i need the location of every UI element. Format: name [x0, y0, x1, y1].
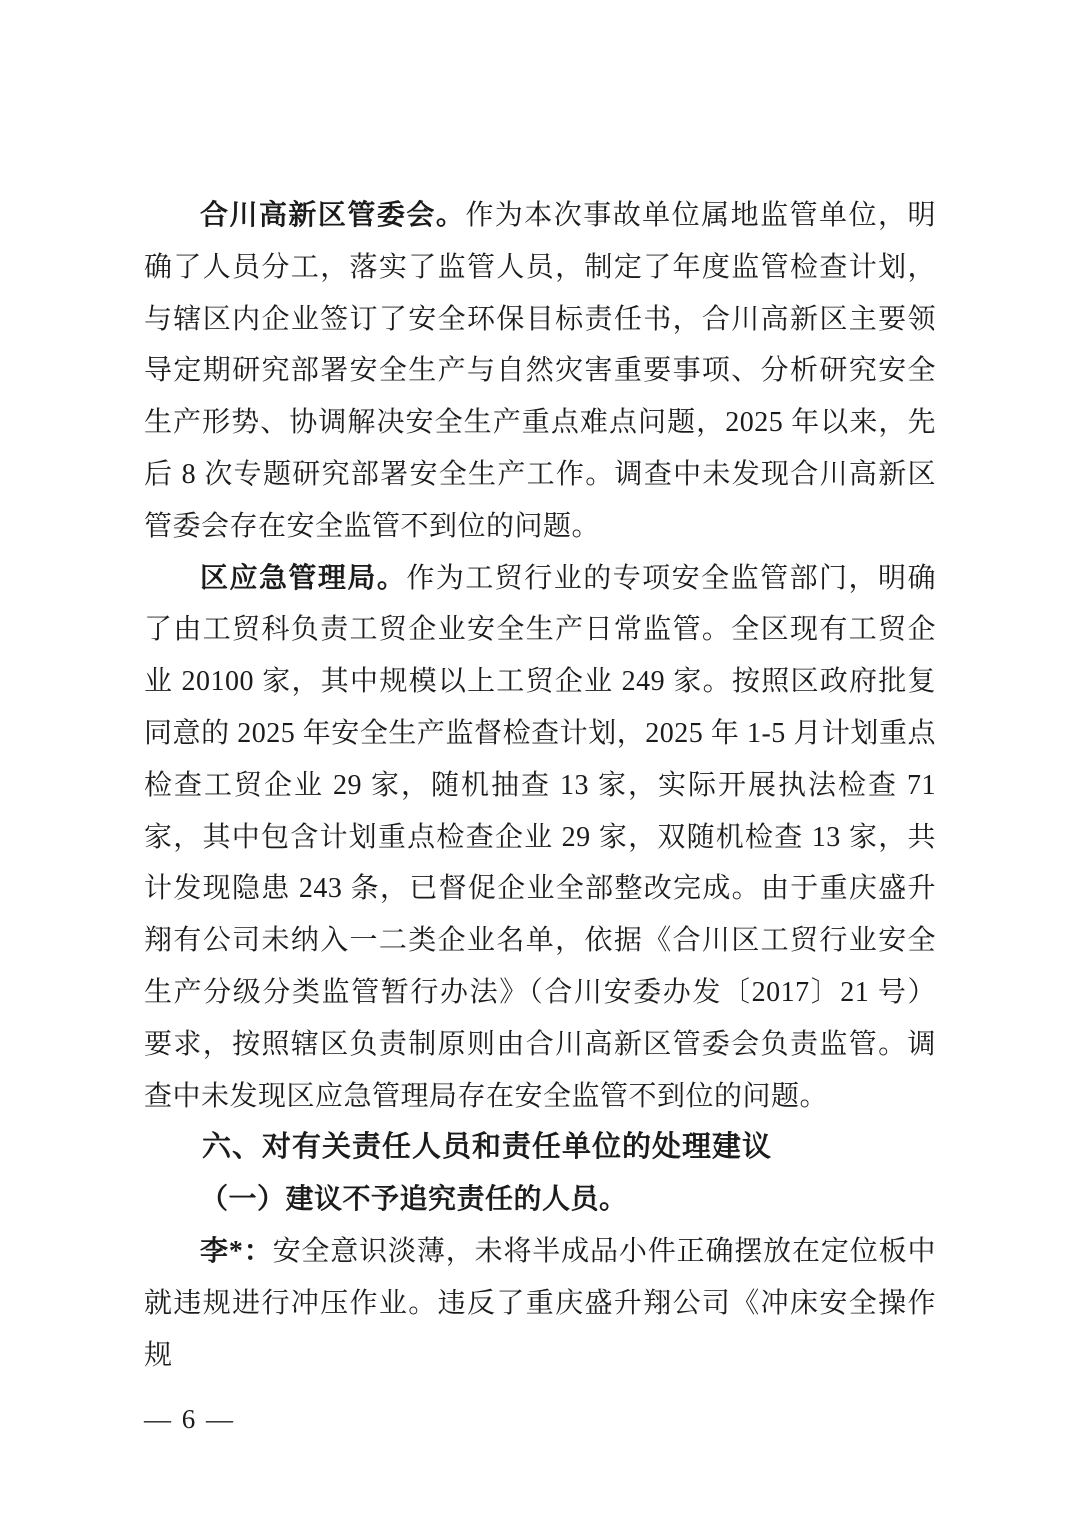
document-body: [144, 190, 936, 1381]
paragraph-lead-li: 李*：: [200, 1235, 273, 1267]
paragraph-text-li: 安全意识淡薄，未将半成品小件正确摆放在定位板中就违规进行冲压作业。违反了重庆盛升翔公司《冲床安全操作规: [144, 1235, 936, 1371]
paragraph-lead-gaoxin: 合川高新区管委会。: [200, 200, 466, 231]
subsection-heading: （一）建议不予追究责任的人员。: [200, 1184, 628, 1216]
page-number: — 6 —: [144, 1404, 235, 1434]
paragraph-text-gaoxin: 作为本次事故单位属地监管单位，明确了人员分工，落实了监管人员，制定了年度监管检查计划，与辖区内企业签订了安全环保目标责任书，合川高新区主要领导定期研究部署安全生产与自然灾害重要事项、分析研究安全生产形势、协调解决安全生产重点难点问题，2025 年以来，先后 8 次专题研究部署安全生产工作。调查中未发现合川高新区管委会存在安全监管不到位的问题。: [144, 200, 936, 542]
paragraph-text-emergency: 作为工贸行业的专项安全监管部门，明确了由工贸科负责工贸企业安全生产日常监管。全区现有工贸企业 20100 家，其中规模以上工贸企业 249 家。按照区政府批复同意的 2025 年安全生产监督检查计划，2025 年 1-5 月计划重点检查工贸企业 29 家，随机抽查 13 家，实际开展执法检查 71 家，其中包含计划重点检查企业 29 家，双随机检查 13 家，共计发现隐患 243 条，已督促企业全部整改完成。由于重庆盛升翔有公司未纳入一二类企业名单，依据《合川区工贸行业安全生产分级分类监管暂行办法》（合川安委办发〔2017〕21 号）要求，按照辖区负责制原则由合川高新区管委会负责监管。调查中未发现区应急管理局存在安全监管不到位的问题。: [144, 562, 936, 1112]
paragraph-lead-emergency: 区应急管理局。: [200, 562, 407, 594]
paragraph-emergency-bureau: [144, 553, 936, 1123]
section-heading: 六、对有关责任人员和责任单位的处理建议: [202, 1131, 773, 1164]
paragraph-person-li: [144, 1226, 936, 1381]
paragraph-gaoxin-district: [144, 190, 936, 553]
